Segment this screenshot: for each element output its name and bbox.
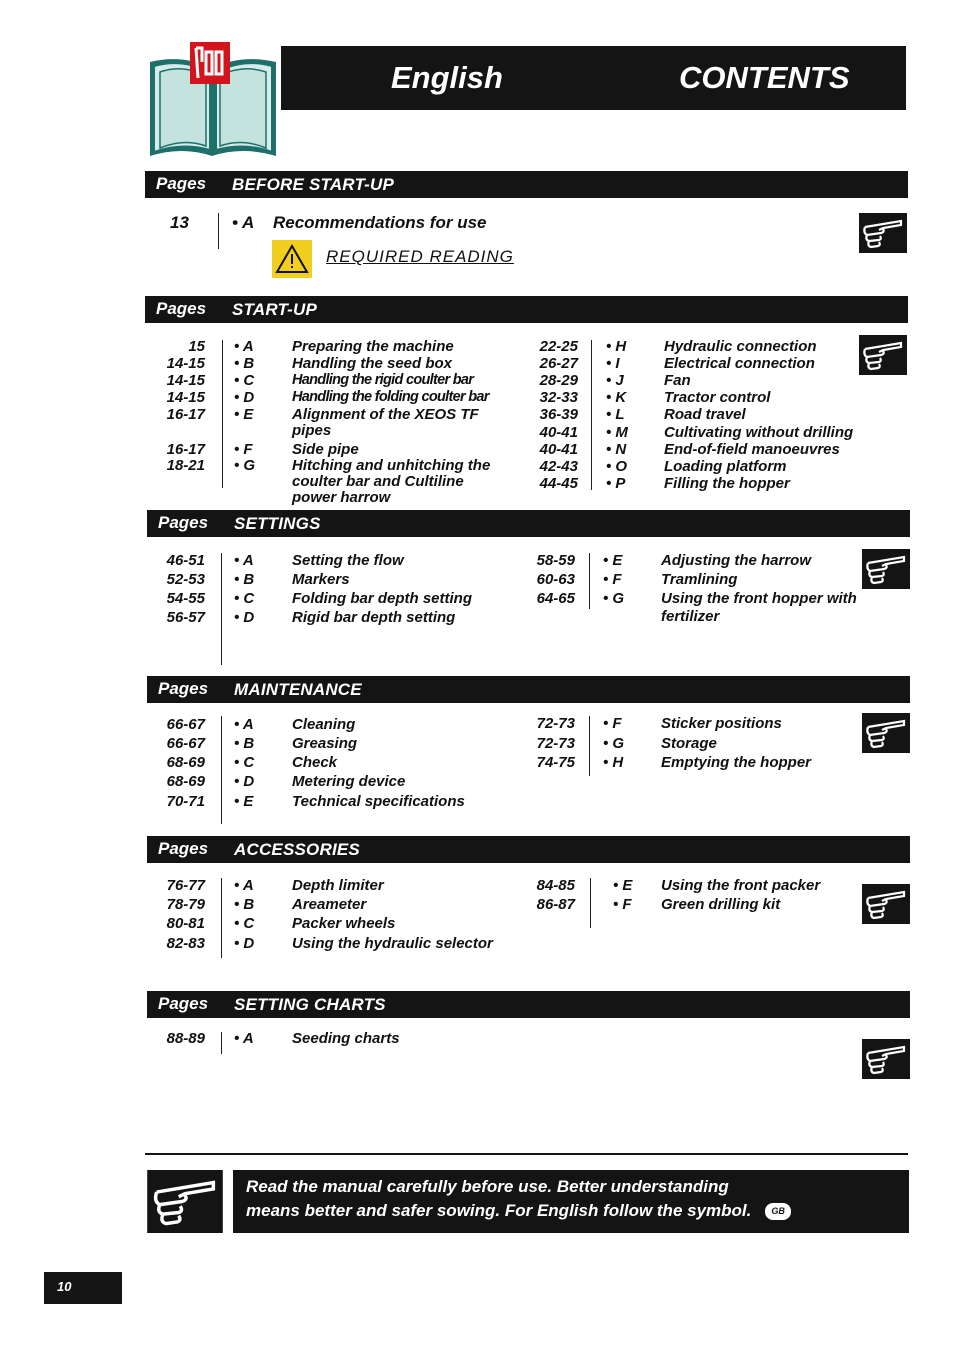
toc-letter: • B <box>234 896 255 913</box>
toc-page: 28-29 <box>539 372 578 389</box>
toc-link[interactable]: Technical specifications <box>292 793 465 810</box>
pages-label: Pages <box>158 679 209 698</box>
toc-letter: • N <box>606 441 627 458</box>
toc-page: 14-15 <box>166 372 205 389</box>
toc-link[interactable]: Preparing the machine <box>292 338 454 355</box>
toc-link[interactable]: Storage <box>661 735 717 752</box>
toc-page: 68-69 <box>166 773 205 790</box>
toc-page: 60-63 <box>536 571 575 588</box>
toc-letter: • P <box>606 475 626 492</box>
toc-link[interactable]: End-of-field manoeuvres <box>664 441 840 458</box>
section-title: SETTING CHARTS <box>234 995 386 1014</box>
toc-page: 68-69 <box>166 754 205 771</box>
toc-letter: • E <box>234 406 254 423</box>
toc-page: 66-67 <box>166 716 205 733</box>
section-header-settings <box>147 510 910 537</box>
pages-label: Pages <box>158 513 209 532</box>
toc-link[interactable]: Loading platform <box>664 458 787 475</box>
contents-title: CONTENTS <box>679 60 850 95</box>
footer-line-2: means better and safer sowing. For English follow the symbol. <box>246 1201 752 1220</box>
open-book-logo-icon <box>146 38 280 158</box>
section-header-before-start-up <box>145 171 908 198</box>
toc-page: 46-51 <box>166 552 205 569</box>
toc-page: 72-73 <box>536 735 575 752</box>
toc-link-continued[interactable]: pipes <box>292 422 332 439</box>
page-number-text: 10 <box>57 1279 72 1294</box>
toc-page: 84-85 <box>536 877 575 894</box>
toc-link[interactable]: Tramlining <box>661 571 738 588</box>
section-header-setting-charts <box>147 991 910 1018</box>
toc-page: 40-41 <box>539 424 578 441</box>
toc-link[interactable]: Handling the seed box <box>292 355 453 372</box>
toc-letter: • I <box>606 355 620 372</box>
toc-letter: • A <box>234 1030 254 1047</box>
toc-link-continued[interactable]: power harrow <box>292 489 391 506</box>
toc-letter: • H <box>606 338 627 355</box>
toc-letter: • C <box>234 915 255 932</box>
pointing-hand-icon <box>862 713 910 753</box>
pointing-hand-icon <box>859 335 907 375</box>
toc-link[interactable]: Metering device <box>292 773 406 790</box>
toc-link[interactable]: Cultivating without drilling <box>664 424 854 441</box>
section-header-maintenance <box>147 676 910 703</box>
toc-link[interactable]: Adjusting the harrow <box>661 552 811 569</box>
footer-rule <box>145 1153 908 1155</box>
toc-page: 22-25 <box>539 338 578 355</box>
toc-letter: • F <box>603 715 622 732</box>
toc-link[interactable]: Using the front hopper with <box>661 590 857 607</box>
toc-link[interactable]: Handling the folding coulter bar <box>292 389 489 405</box>
footer-line-1: Read the manual carefully before use. Better understanding <box>246 1177 729 1196</box>
toc-letter: • A <box>234 877 254 894</box>
toc-link[interactable]: Depth limiter <box>292 877 384 894</box>
section-title: START-UP <box>232 300 318 319</box>
toc-letter: • A <box>234 338 254 355</box>
pointing-hand-icon <box>862 549 910 589</box>
toc-letter: • L <box>606 406 625 423</box>
toc-letter: • B <box>234 735 255 752</box>
toc-link-recommendations[interactable]: Recommendations for use <box>273 213 487 232</box>
toc-letter: • C <box>234 754 255 771</box>
toc-page: 70-71 <box>166 793 205 810</box>
toc-letter: • D <box>234 773 255 790</box>
required-reading: REQUIRED READING <box>326 247 514 266</box>
toc-page: 78-79 <box>166 896 205 913</box>
toc-letter: • E <box>234 793 254 810</box>
toc-page: 42-43 <box>539 458 578 475</box>
section-title: MAINTENANCE <box>234 680 362 699</box>
toc-link[interactable]: Handling the rigid coulter bar <box>292 372 474 388</box>
toc-letter: • A <box>234 716 254 733</box>
toc-page: 66-67 <box>166 735 205 752</box>
toc-letter: • F <box>603 571 622 588</box>
toc-link[interactable]: Hydraulic connection <box>664 338 817 355</box>
toc-letter: • E <box>603 552 623 569</box>
toc-page: 52-53 <box>166 571 205 588</box>
section-title: SETTINGS <box>234 514 321 533</box>
toc-page: 16-17 <box>166 441 205 458</box>
toc-page: 80-81 <box>166 915 205 932</box>
toc-page: 14-15 <box>166 355 205 372</box>
toc-link[interactable]: Green drilling kit <box>661 896 781 913</box>
toc-page: 15 <box>188 338 205 355</box>
toc-link[interactable]: Tractor control <box>664 389 771 406</box>
toc-link-continued[interactable]: coulter bar and Cultiline <box>292 473 464 490</box>
toc-letter: • G <box>603 590 625 607</box>
section-header-accessories <box>147 836 910 863</box>
toc-page: 54-55 <box>166 590 205 607</box>
toc-link[interactable]: Fan <box>664 372 691 389</box>
toc-page: 36-39 <box>539 406 578 423</box>
toc-link[interactable]: Road travel <box>664 406 746 423</box>
toc-link[interactable]: Emptying the hopper <box>661 754 811 771</box>
toc-letter: • F <box>234 441 253 458</box>
toc-link[interactable]: Seeding charts <box>292 1030 400 1047</box>
toc-page: 18-21 <box>166 457 205 474</box>
toc-link[interactable]: Packer wheels <box>292 915 396 932</box>
toc-page: 58-59 <box>536 552 575 569</box>
toc-link[interactable]: Markers <box>292 571 350 588</box>
toc-page: 76-77 <box>166 877 205 894</box>
section-title: ACCESSORIES <box>234 840 360 859</box>
toc-link[interactable]: Setting the flow <box>292 552 404 569</box>
toc-page: 88-89 <box>166 1030 205 1047</box>
toc-letter: • A <box>234 552 254 569</box>
toc-link[interactable]: Using the hydraulic selector <box>292 935 493 952</box>
toc-letter: • D <box>234 935 255 952</box>
toc-link[interactable]: Greasing <box>292 735 358 752</box>
toc-page: 14-15 <box>166 389 205 406</box>
toc-page: 72-73 <box>536 715 575 732</box>
pages-label: Pages <box>156 174 207 193</box>
pointing-hand-icon <box>145 1170 225 1233</box>
toc-link[interactable]: Rigid bar depth setting <box>292 609 456 626</box>
toc-link[interactable]: Side pipe <box>292 441 359 458</box>
pointing-hand-icon <box>862 1039 910 1079</box>
pointing-hand-icon <box>862 884 910 924</box>
section-header-start-up <box>145 296 908 323</box>
footer-notice <box>233 1170 909 1233</box>
title-bar <box>281 46 906 110</box>
toc-link[interactable]: Hitching and unhitching the <box>292 457 491 474</box>
toc-letter: • D <box>234 389 255 406</box>
toc-link[interactable]: Electrical connection <box>664 355 815 372</box>
toc-link[interactable]: Alignment of the XEOS TF <box>292 406 479 423</box>
toc-letter: • O <box>606 458 628 475</box>
toc-link[interactable]: Sticker positions <box>661 715 782 732</box>
gb-badge: GB <box>765 1203 791 1220</box>
toc-link[interactable]: Folding bar depth setting <box>292 590 472 607</box>
language-title: English <box>391 60 503 95</box>
toc-letter: • E <box>613 877 633 894</box>
section-title: BEFORE START-UP <box>232 175 394 194</box>
toc-link[interactable]: Areameter <box>292 896 367 913</box>
toc-page: 64-65 <box>536 590 575 607</box>
pages-label: Pages <box>158 994 209 1013</box>
toc-letter: • C <box>234 590 255 607</box>
toc-link[interactable]: Check <box>292 754 338 771</box>
toc-letter: • B <box>234 355 255 372</box>
toc-link-continued[interactable]: fertilizer <box>661 608 720 625</box>
toc-letter: • J <box>606 372 624 389</box>
toc-page: 26-27 <box>539 355 578 372</box>
toc-page: 44-45 <box>539 475 578 492</box>
toc-letter: • M <box>606 424 628 441</box>
toc-page: 82-83 <box>166 935 205 952</box>
toc-link[interactable]: Cleaning <box>292 716 356 733</box>
toc-letter: • B <box>234 571 255 588</box>
page-number <box>44 1272 122 1304</box>
toc-link[interactable]: Using the front packer <box>661 877 821 894</box>
toc-letter: • C <box>234 372 255 389</box>
toc-page: 32-33 <box>539 389 578 406</box>
toc-letter: • G <box>234 457 256 474</box>
warning-triangle-icon <box>272 240 312 278</box>
pages-label: Pages <box>156 299 207 318</box>
toc-letter: • F <box>613 896 632 913</box>
toc-letter: • H <box>603 754 624 771</box>
toc-page: 86-87 <box>536 896 575 913</box>
toc-letter: • D <box>234 609 255 626</box>
toc-letter: • A <box>232 213 255 232</box>
pages-label: Pages <box>158 839 209 858</box>
toc-page: 16-17 <box>166 406 205 423</box>
toc-page: 13 <box>170 213 189 232</box>
toc-letter: • K <box>606 389 627 406</box>
pointing-hand-icon <box>859 213 907 253</box>
toc-page: 74-75 <box>536 754 575 771</box>
toc-page: 40-41 <box>539 441 578 458</box>
toc-page: 56-57 <box>166 609 205 626</box>
toc-letter: • G <box>603 735 625 752</box>
toc-link[interactable]: Filling the hopper <box>664 475 790 492</box>
